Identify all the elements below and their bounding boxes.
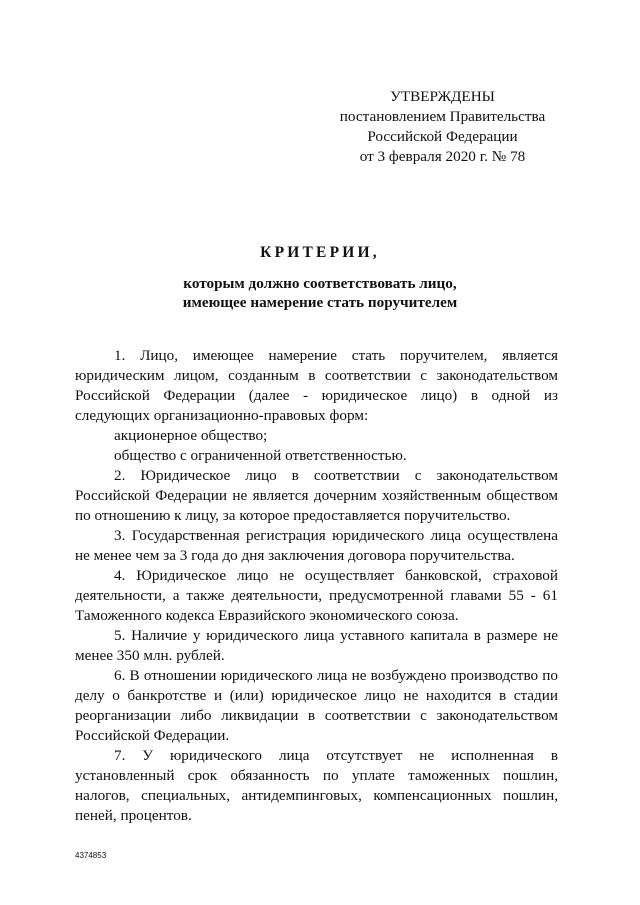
- approval-line-resolution: постановлением Правительства: [339, 108, 546, 125]
- approval-line-federation: Российской Федерации: [367, 128, 518, 145]
- criterion-5: 5. Наличие у юридического лица уставного капитала в размере не менее 350 млн. рублей.: [75, 627, 558, 664]
- document-subtitle: [0, 274, 640, 312]
- document-id: 4374853: [75, 851, 107, 860]
- subtitle-line-1: которым должно соответствовать лицо,: [183, 275, 457, 292]
- criterion-4: 4. Юридическое лицо не осуществляет банковской, страховой деятельности, а также деятельности, предусмотренной главами 55 - 61 Таможенного кодекса Евразийского экономического союза.: [75, 567, 558, 624]
- document-body: [75, 346, 558, 826]
- criterion-1: 1. Лицо, имеющее намерение стать поручителем, является юридическим лицом, созданным в соответствии с законодательством Российской Федерации (далее - юридическое лицо) в одной из следующих организационно-правовых форм:: [75, 347, 558, 424]
- criterion-6: 6. В отношении юридического лица не возбуждено производство по делу о банкротстве и (или) юридическое лицо не находится в стадии реорганизации либо ликвидации в соответствии с законодательством Российской Федерации.: [75, 667, 558, 744]
- subtitle-line-2: имеющее намерение стать поручителем: [182, 294, 458, 311]
- form-joint-stock: акционерное общество;: [114, 427, 268, 444]
- approval-stamp: [330, 87, 555, 167]
- criterion-3: 3. Государственная регистрация юридического лица осуществлена не менее чем за 3 года до дня заключения договора поручительства.: [75, 527, 558, 564]
- criterion-7: 7. У юридического лица отсутствует не исполненная в установленный срок обязанность по уплате таможенных пошлин, налогов, специальных, антидемпинговых, компенсационных пошлин, пеней, процентов.: [75, 747, 558, 824]
- document-title: КРИТЕРИИ,: [260, 244, 380, 261]
- form-llc: общество с ограниченной ответственностью.: [114, 447, 407, 464]
- approval-line-date-number: от 3 февраля 2020 г. № 78: [359, 148, 526, 165]
- criterion-2: 2. Юридическое лицо в соответствии с законодательством Российской Федерации не является дочерним хозяйственным обществом по отношению к лицу, за которое предоставляется поручительство.: [75, 467, 558, 524]
- approval-heading: УТВЕРЖДЕНЫ: [390, 88, 495, 105]
